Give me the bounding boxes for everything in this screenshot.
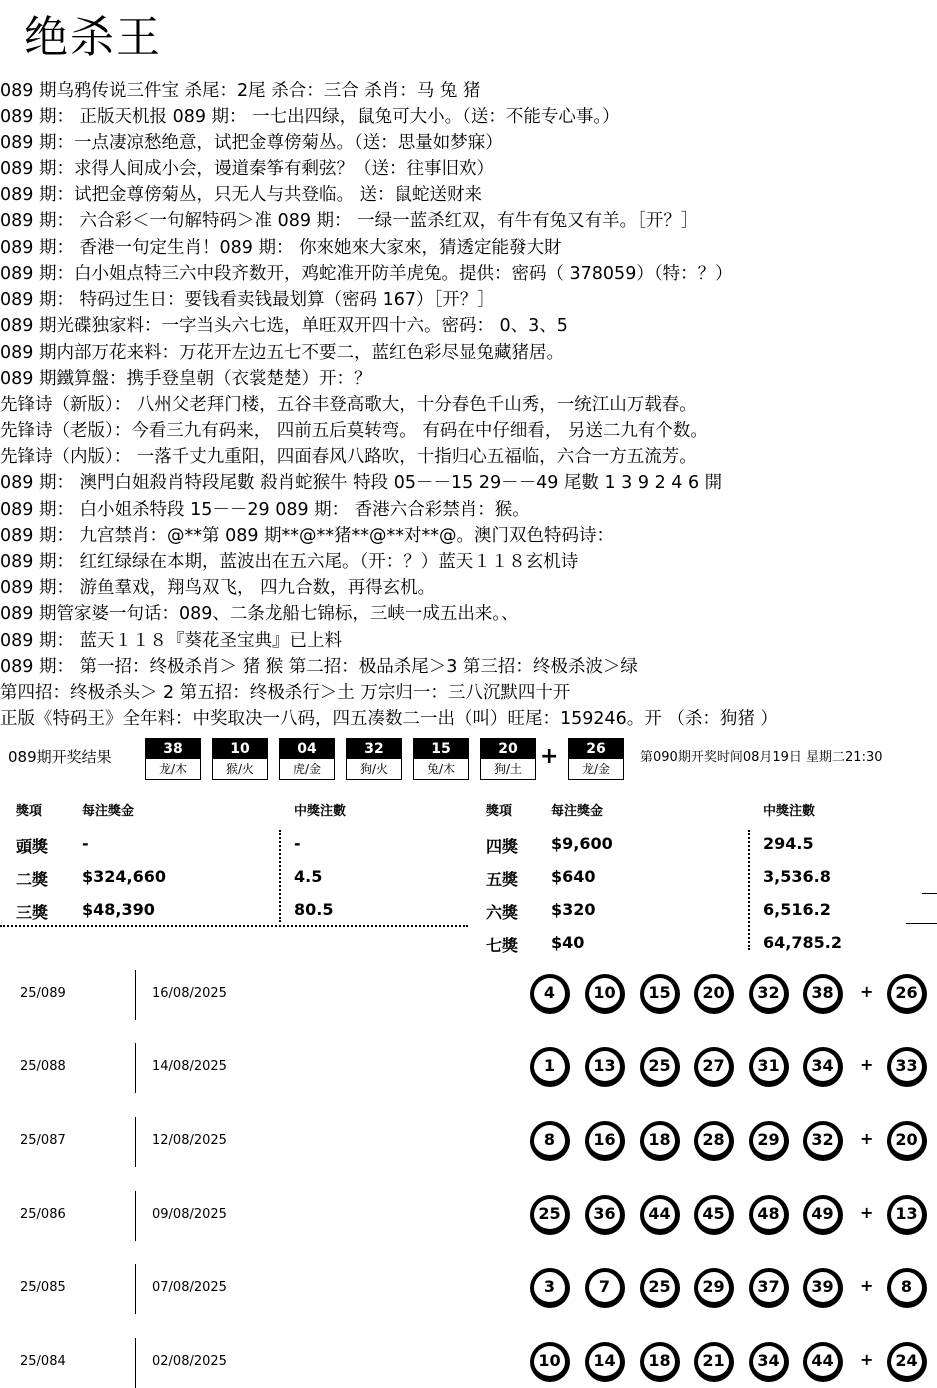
prize-name: 七獎 [486,936,519,955]
prediction-line: 089 期：试把金尊傍菊丛，只无人与共登临。 送：鼠蛇送财来 [0,185,483,205]
prize-name: 二獎 [16,870,49,889]
number-ball: 15 [640,974,680,1014]
prize-amount: $9,600 [551,834,613,853]
prediction-line: 089 期： 白小姐杀特段 15－－29 089 期： 香港六合彩禁肖：猴。 [0,500,530,520]
divider [922,893,937,894]
number-ball: 39 [803,1268,843,1308]
prediction-line: 089 期： 特码过生日：要钱看卖钱最划算（密码 167）［开？］ [0,290,495,310]
result-special-ball [568,738,624,780]
number-ball: 1 [530,1047,570,1087]
prediction-line: 089 期：求得人间成小会，谩道秦筝有剩弦？（送：往事旧欢） [0,159,494,179]
number-ball: 21 [694,1342,734,1382]
number-ball: 45 [694,1195,734,1235]
prediction-line: 089 期内部万花来料：万花开左边五七不要二，蓝红色彩尽显兔藏猪居。 [0,343,564,363]
result-ball-number: 32 [347,739,401,759]
prize-amount: $640 [551,867,596,886]
result-ball-zodiac: 龙/木 [158,762,188,776]
draw-date: 12/08/2025 [152,1133,227,1148]
draw-issue: 25/087 [20,1133,66,1148]
prize-header-name: 獎項 [16,804,43,819]
plus-sign: + [860,1350,874,1369]
number-ball: 18 [640,1121,680,1161]
number-ball: 7 [585,1268,625,1308]
prediction-line: 先锋诗（内版）： 一落千丈九重阳，四面春风八路吹，十指归心五福临，六合一方五流芳。 [0,447,697,467]
prediction-line: 089 期： 香港一句定生肖！089 期： 你來她來大家來，猜透定能發大財 [0,238,562,258]
prize-count: 64,785.2 [763,933,842,952]
prize-amount: $40 [551,933,585,952]
number-ball: 25 [640,1047,680,1087]
prize-header-name: 獎項 [486,804,513,819]
number-ball: 10 [530,1342,570,1382]
prize-count: 80.5 [294,900,334,919]
prize-amount: $48,390 [82,900,155,919]
number-ball: 31 [749,1047,789,1087]
prize-name: 三獎 [16,903,49,922]
prize-count: 4.5 [294,867,323,886]
result-ball [145,738,201,780]
draw-date: 07/08/2025 [152,1280,227,1295]
result-ball-number: 04 [280,739,334,759]
prize-name: 六獎 [486,903,519,922]
draw-issue: 25/089 [20,986,66,1001]
result-ball-number: 10 [213,739,267,759]
number-ball: 36 [585,1195,625,1235]
result-ball-number: 20 [481,739,535,759]
draw-issue: 25/084 [20,1354,66,1369]
prediction-line: 089 期：一点凄凉愁绝意，试把金尊傍菊丛。（送：思量如梦寐） [0,133,503,153]
number-ball: 32 [749,974,789,1014]
prize-count: 294.5 [763,834,814,853]
prediction-line: 089 期： 红红绿绿在本期，蓝波出在五六尾。（开：？）蓝天１１８玄机诗 [0,552,579,572]
prize-header-amount: 每注獎金 [551,804,604,819]
row-separator [135,1117,136,1167]
prediction-line: 089 期： 第一招：终极杀肖＞ 猪 猴 第二招：极品杀尾＞3 第三招：终极杀波＞绿 [0,657,638,677]
number-ball: 4 [530,974,570,1014]
draw-issue: 25/086 [20,1207,66,1222]
prize-amount: $320 [551,900,596,919]
result-ball-zodiac: 虎/金 [292,762,322,776]
number-ball: 10 [585,974,625,1014]
prize-name: 五獎 [486,870,519,889]
special-ball: 33 [887,1047,927,1087]
result-ball-number: 38 [146,739,200,759]
divider [0,925,468,927]
plus-sign: + [860,1276,874,1295]
number-ball: 16 [585,1121,625,1161]
number-ball: 49 [803,1195,843,1235]
plus-sign: + [860,1129,874,1148]
draw-issue: 25/088 [20,1059,66,1074]
number-ball: 20 [694,974,734,1014]
special-ball: 13 [887,1195,927,1235]
row-separator [135,1043,136,1093]
plus-sign: + [540,744,559,769]
special-ball: 20 [887,1121,927,1161]
number-ball: 25 [530,1195,570,1235]
number-ball: 29 [749,1121,789,1161]
prediction-line: 089 期：白小姐点特三六中段齐数开，鸡蛇准开防羊虎兔。提供：密码（ 378059）（特：？） [0,264,733,284]
draw-date: 09/08/2025 [152,1207,227,1222]
prize-count: 3,536.8 [763,867,831,886]
result-ball-zodiac: 狗/土 [493,762,523,776]
prediction-line: 089 期： 蓝天１１８『葵花圣宝典』已上料 [0,631,343,651]
number-ball: 29 [694,1268,734,1308]
prediction-line: 先锋诗（新版）： 八州父老拜门楼，五谷丰登高歌大，十分春色千山秀，一统江山万载春。 [0,395,697,415]
number-ball: 14 [585,1342,625,1382]
number-ball: 3 [530,1268,570,1308]
draw-issue: 25/085 [20,1280,66,1295]
number-ball: 8 [530,1121,570,1161]
prize-name: 四獎 [486,837,519,856]
prediction-line: 089 期： 澳門白姐殺肖特段尾數 殺肖蛇猴牛 特段 05－－15 29－－49 尾數 1 3 9 2 4 6 開 [0,473,723,493]
result-ball [212,738,268,780]
number-ball: 44 [803,1342,843,1382]
prize-header-count: 中獎注數 [763,804,816,819]
prize-amount: $324,660 [82,867,167,886]
prediction-line: 089 期管家婆一句话：089、二条龙船七锦标，三峡一成五出来。、 [0,604,519,624]
result-ball [480,738,536,780]
prize-header-count: 中獎注數 [294,804,347,819]
number-ball: 18 [640,1342,680,1382]
number-ball: 27 [694,1047,734,1087]
result-ball [279,738,335,780]
prize-name: 頭獎 [16,837,49,856]
prize-count: 6,516.2 [763,900,831,919]
result-ball-zodiac: 狗/火 [359,762,389,776]
special-ball: 26 [887,974,927,1014]
row-separator [135,1264,136,1314]
prediction-line: 089 期光碟独家料：一字当头六七选，单旺双开四十六。密码： 0、3、5 [0,316,568,336]
prediction-line: 第四招：终极杀头＞ 2 第五招：终极杀行＞土 万宗归一：三八沉默四十开 [0,683,571,703]
draw-date: 02/08/2025 [152,1354,227,1369]
number-ball: 44 [640,1195,680,1235]
prediction-line: 089 期： 游鱼羣戏，翔鸟双飞， 四九合数，再得玄机。 [0,578,436,598]
result-ball-zodiac: 猴/火 [225,762,255,776]
divider [279,830,281,922]
draw-date: 16/08/2025 [152,986,227,1001]
prize-amount: - [82,834,89,853]
number-ball: 13 [585,1047,625,1087]
number-ball: 34 [749,1342,789,1382]
row-separator [135,1191,136,1241]
prize-header-amount: 每注獎金 [82,804,135,819]
divider [906,923,937,924]
row-separator [135,1338,136,1388]
number-ball: 28 [694,1121,734,1161]
number-ball: 25 [640,1268,680,1308]
special-ball: 24 [887,1342,927,1382]
result-label: 089期开奖结果 [8,748,112,766]
prediction-line: 089 期： 九宫禁肖：@**第 089 期**@**猪**@**对**@。澳门双色特码诗： [0,526,615,546]
prediction-line: 先锋诗（老版）：今看三九有码来， 四前五后莫转弯。 有码在中仔细看， 另送二九有个数。 [0,421,708,441]
divider [748,830,750,950]
number-ball: 34 [803,1047,843,1087]
number-ball: 32 [803,1121,843,1161]
prediction-line: 089 期： 正版天机报 089 期： 一七出四绿，鼠兔可大小。（送：不能专心事。） [0,107,620,127]
prediction-line: 089 期： 六合彩＜一句解特码＞准 089 期： 一绿一蓝杀红双，有牛有兔又有羊。［开？］ [0,211,699,231]
result-ball-number: 26 [569,739,623,759]
prediction-line: 089 期鐵算盤：携手登皇朝（衣裳楚楚）开：？ [0,369,372,389]
prize-count: - [294,834,301,853]
result-ball-number: 15 [414,739,468,759]
plus-sign: + [860,1203,874,1222]
result-ball-zodiac: 兔/木 [426,762,456,776]
number-ball: 37 [749,1268,789,1308]
result-ball [413,738,469,780]
plus-sign: + [860,1055,874,1074]
number-ball: 48 [749,1195,789,1235]
result-ball-zodiac: 龙/金 [581,762,611,776]
number-ball: 38 [803,974,843,1014]
row-separator [135,970,136,1020]
prediction-line: 正版《特码王》全年料：中奖取决一八码，四五凑数二一出（叫）旺尾：159246。开 （杀：狗猪 ） [0,709,778,729]
draw-date: 14/08/2025 [152,1059,227,1074]
prediction-line: 089 期乌鸦传说三件宝 杀尾：2尾 杀合：三合 杀肖：马 兔 猪 [0,81,481,101]
next-draw-info: 第090期开奖时间08月19日 星期二21:30 [640,750,883,765]
page-title: 绝杀王 [24,12,162,63]
special-ball: 8 [887,1268,927,1308]
plus-sign: + [860,982,874,1001]
result-ball [346,738,402,780]
